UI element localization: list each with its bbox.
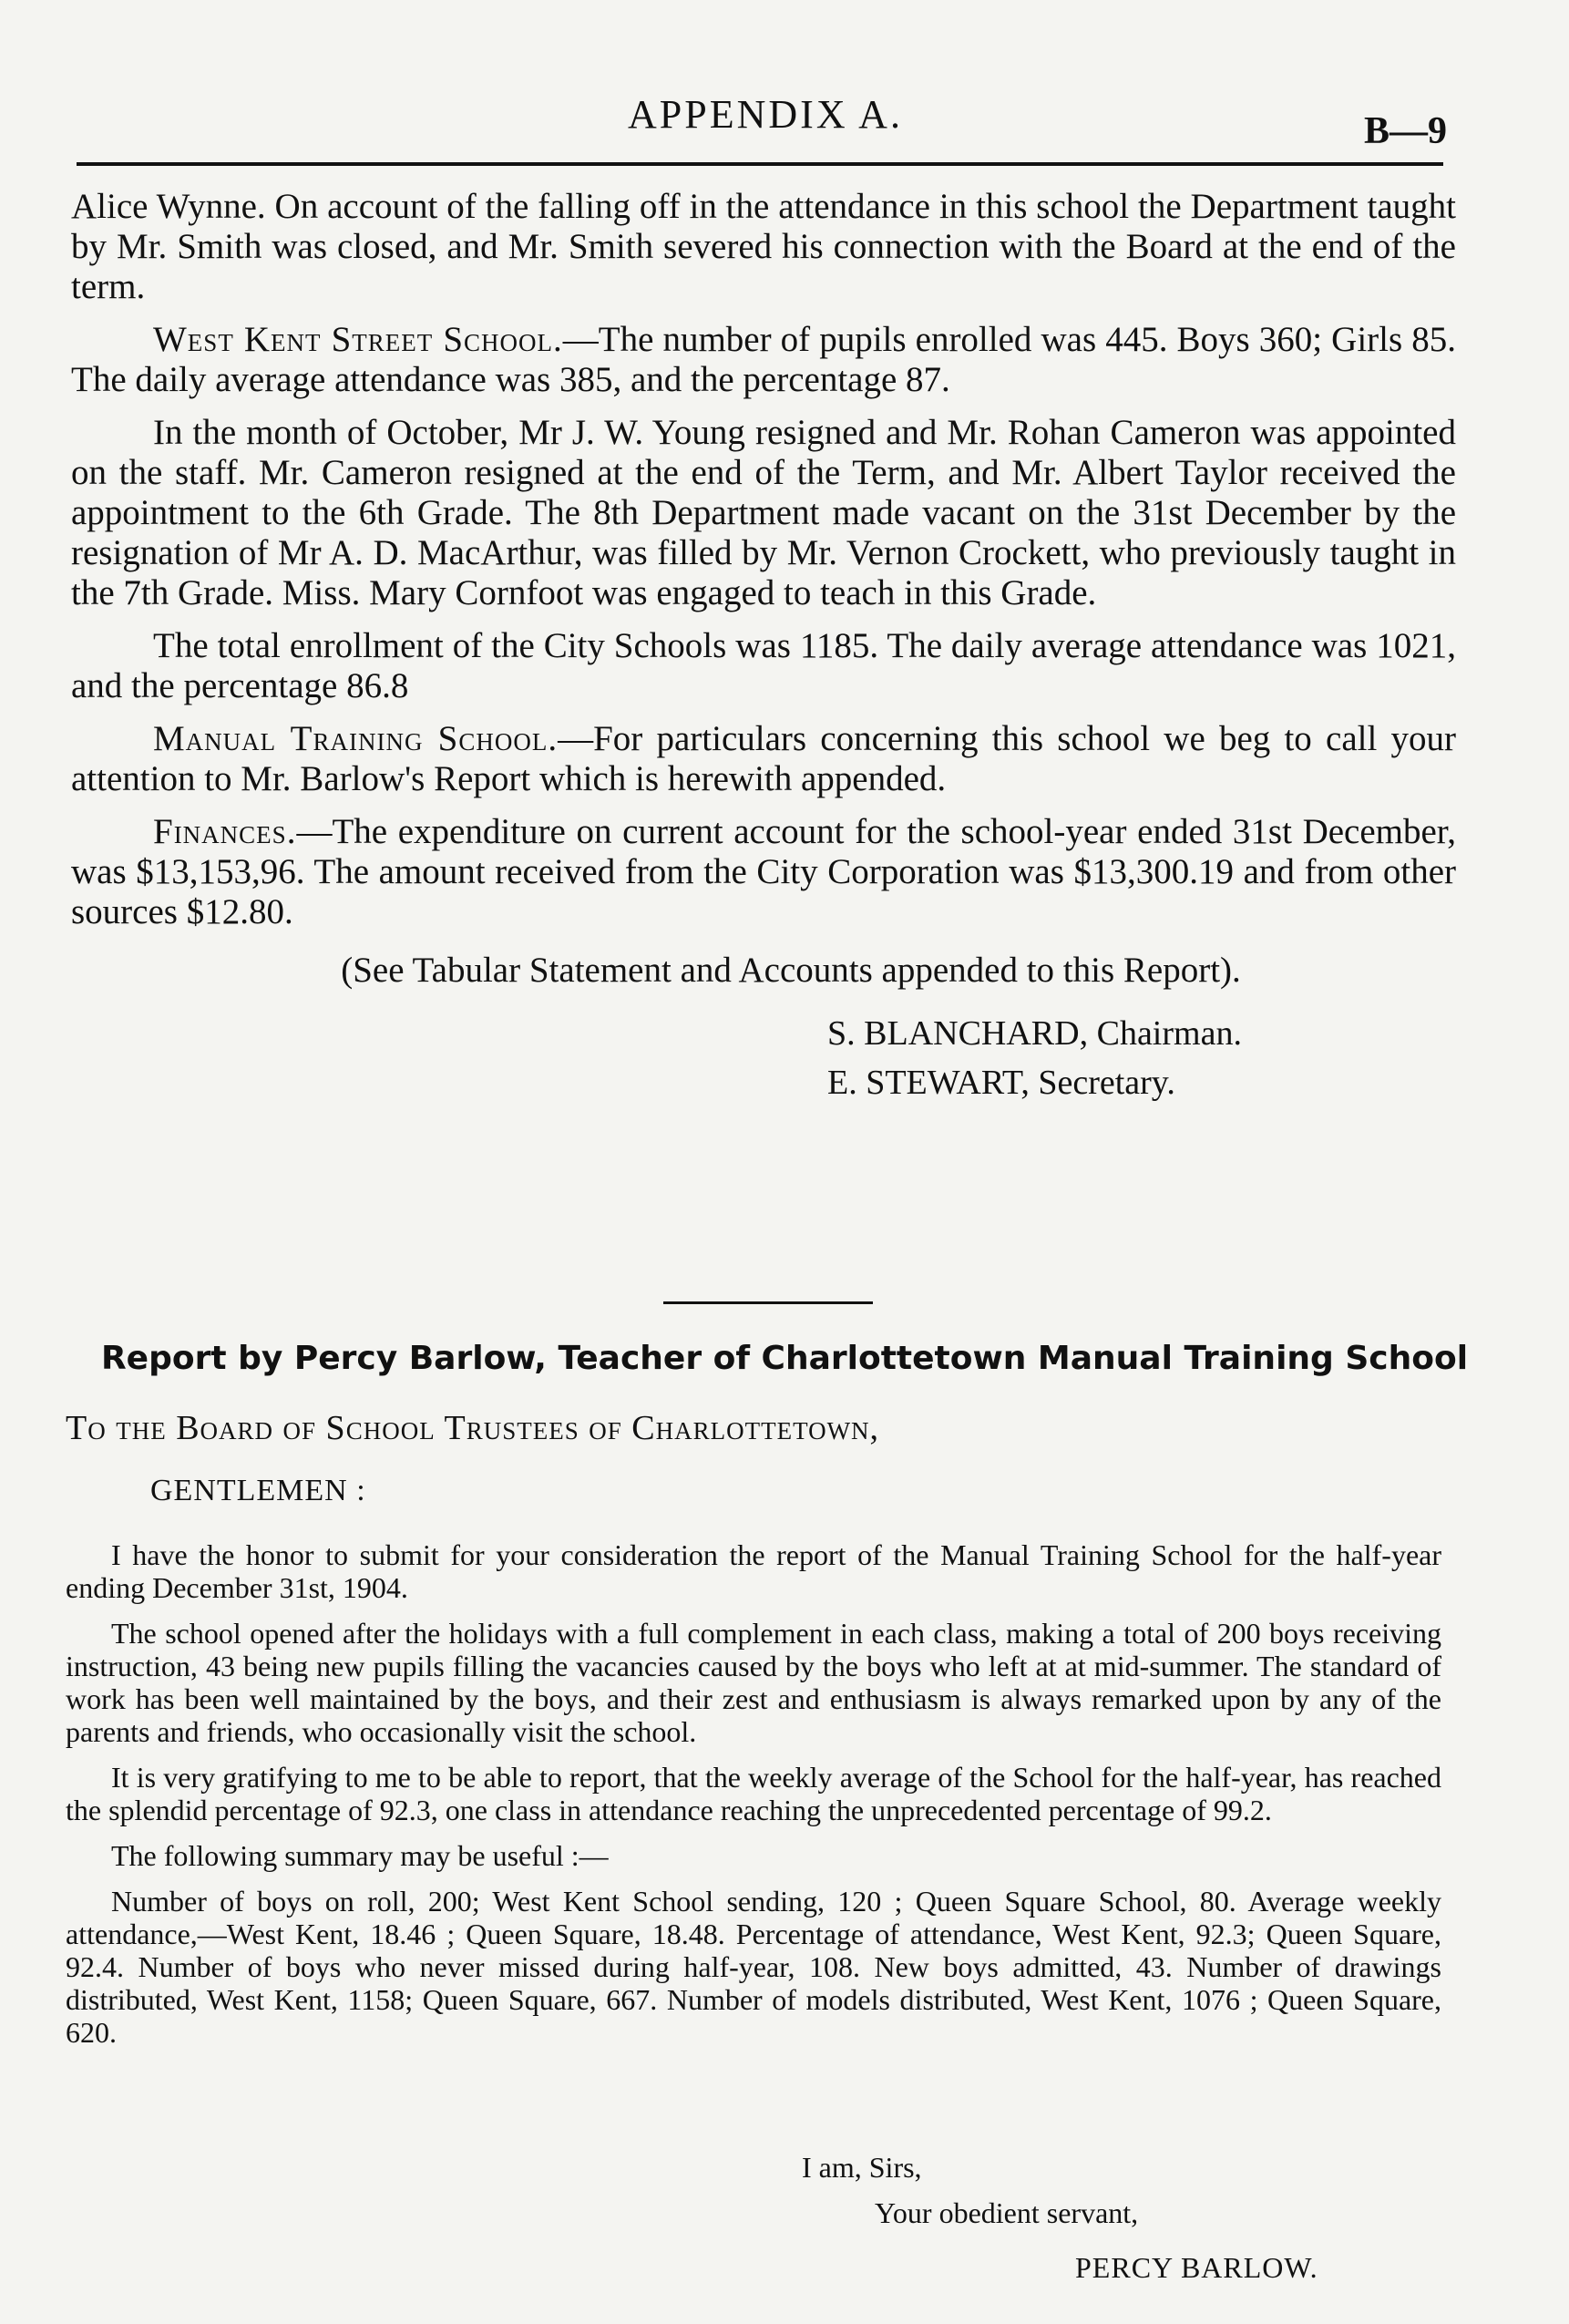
section-heading: Finances. [153,812,297,851]
section-heading: Manual Training School. [153,719,559,758]
paragraph: (See Tabular Statement and Accounts appended to this Report). [341,951,1241,990]
page-header-title: APPENDIX A. [628,92,903,137]
salutation: To the Board of School Trustees of Charlottetown, [66,1409,880,1447]
greeting: GENTLEMEN : [150,1474,366,1507]
paragraph: I have the honor to submit for your consideration the report of the Manual Training School for the half-year ending December 31st, 1904. [66,1538,1441,1604]
report-body [66,1538,1441,2062]
signatory-chairman: S. BLANCHARD, Chairman. [827,1014,1242,1053]
paragraph [71,812,1456,932]
header-rule [77,162,1443,166]
signature-name: PERCY BARLOW. [1075,2251,1318,2284]
paragraph [71,719,1456,799]
page-number: B—9 [1363,110,1447,152]
signatory-secretary: E. STEWART, Secretary. [827,1064,1175,1102]
paragraph: The total enrollment of the City Schools was 1185. The daily average attendance was 1021, and the percentage 86.8 [71,626,1456,705]
paragraph [71,320,1456,400]
paragraph-text: —For particulars concerning this school we beg to call your attention to Mr. Barlow's Report which is herewith appended. [71,719,1456,798]
paragraph: The following summary may be useful :— [111,1839,609,1872]
paragraph: In the month of October, Mr J. W. Young resigned and Mr. Rohan Cameron was appointed on the staff. Mr. Cameron resigned at the end of the Term, and Mr. Albert Taylor received the appointment to the 6th Grade. The 8th Department made vacant on the 31st December by the resignation of Mr A. D. MacArthur, was filled by Mr. Vernon Crockett, who previously taught in the 7th Grade. Miss. Mary Cornfoot was engaged to teach in this Grade. [71,413,1456,612]
paragraph: Alice Wynne. On account of the falling off in the attendance in this school the Department taught by Mr. Smith was closed, and Mr. Smith severed his connection with the Board at the end of the term. [71,187,1456,306]
closing-line: Your obedient servant, [875,2196,1139,2229]
page-header [73,87,1458,152]
paragraph: The school opened after the holidays with a full complement in each class, making a total of 200 boys receiving instruction, 43 being new pupils filling the vacancies caused by the boys who left at at mid-summer. The standard of work has been well maintained by the boys, and their zest and enthusiasm is always remarked upon by any of the parents and friends, who occasionally visit the school. [66,1617,1441,1748]
paragraph: Number of boys on roll, 200; West Kent School sending, 120 ; Queen Square School, 80. Average weekly attendance,—West Kent, 18.46 ; Queen Square, 18.48. Percentage of attendance, West Kent, 92.3; Queen Square, 92.4. Number of boys who never missed during half-year, 108. New boys admitted, 43. Number of drawings distributed, West Kent, 1158; Queen Square, 667. Number of models distributed, West Kent, 1076 ; Queen Square, 620. [66,1885,1441,2049]
section-divider [663,1301,873,1304]
paragraph: It is very gratifying to me to be able to report, that the weekly average of the School for the half-year, has reached the splendid percentage of 92.3, one class in attendance reaching the unprecedented percentage of 99.2. [66,1761,1441,1826]
signature-block [827,1009,1456,1107]
report-title: Report by Percy Barlow, Teacher of Charlottetown Manual Training School [100,1340,1469,1377]
closing-line: I am, Sirs, [802,2151,922,2184]
appendix-body [71,187,1456,1107]
section-heading: West Kent Street School. [153,320,563,359]
paragraph-text: —The expenditure on current account for the school-year ended 31st December, was $13,153,96. The amount received from the City Corporation was $13,300.19 and from other sources $12.80. [71,812,1456,931]
paragraph-text: —The number of pupils enrolled was 445. Boys 360; Girls 85. The daily average attendance was 385, and the percentage 87. [71,320,1456,399]
